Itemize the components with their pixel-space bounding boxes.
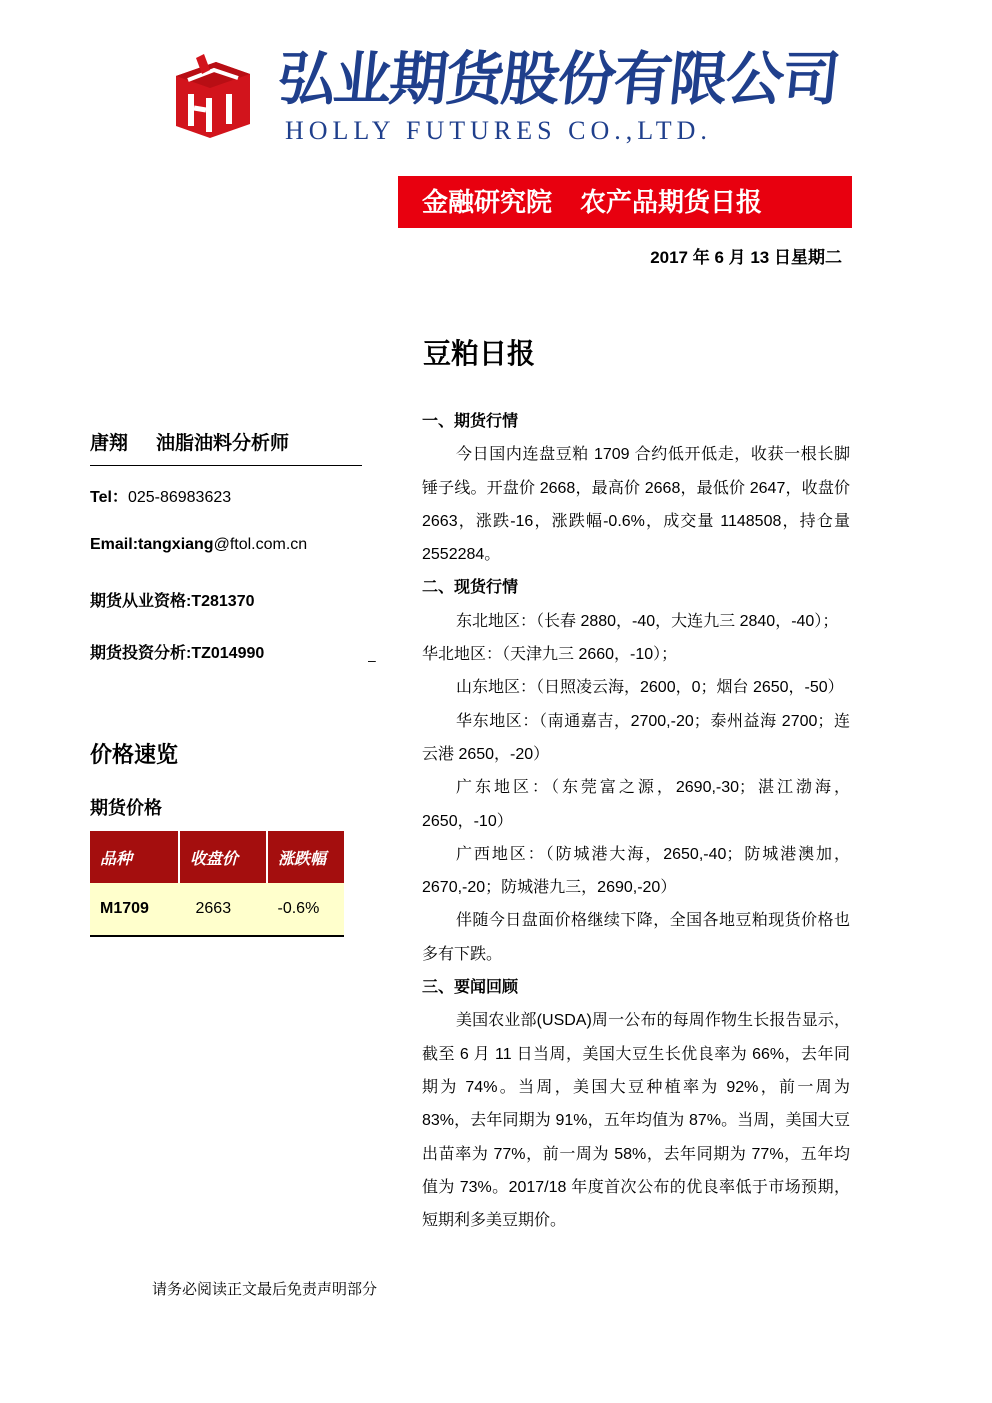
report-banner	[398, 176, 852, 228]
cell-close: 2663	[179, 883, 267, 936]
table-header-row	[90, 831, 344, 883]
report-body	[422, 405, 850, 1237]
col-variety: 品种	[90, 831, 179, 883]
spot-guangxi: 广西地区：（防城港大海，2650,-40；防城港澳加，2670,-20；防城港九三，2690,-20）	[422, 845, 850, 897]
disclaimer-note: 请务必阅读正文最后免责声明部分	[152, 1281, 378, 1298]
futures-paragraph: 今日国内连盘豆粕 1709 合约低开低走，收获一根长脚锤子线。开盘价 2668，最高价 2668，最低价 2647，收盘价 2663，涨跌-16，涨跌幅-0.6%，成交量 1148508，持仓量 2552284。	[422, 446, 850, 564]
analyst-advisory	[90, 640, 264, 663]
logo-cube-icon	[170, 52, 252, 140]
price-overview-title: 价格速览	[90, 742, 179, 767]
col-close: 收盘价	[179, 831, 267, 883]
spot-east: 华东地区：（南通嘉吉，2700,-20；泰州益海 2700；连云港 2650，-20）	[422, 712, 850, 763]
cell-change: -0.6%	[267, 883, 344, 936]
futures-price-subtitle: 期货价格	[90, 798, 162, 818]
futures-heading: 一、期货行情	[422, 413, 519, 430]
email-user: Email:tangxiang	[90, 536, 214, 553]
tel-label: Tel：	[90, 489, 128, 506]
col-change: 涨跌幅	[267, 831, 344, 883]
analyst-email[interactable]	[90, 536, 307, 554]
cell-variety: M1709	[90, 883, 179, 936]
report-date: 2017 年 6 月 13 日星期二	[650, 248, 842, 267]
analyst-header	[90, 428, 289, 455]
divider	[90, 465, 362, 466]
spot-guangdong: 广东地区：（东莞富之源，2690,-30；湛江渤海，2650，-10）	[422, 779, 850, 830]
qualification-text: 期货从业资格:T281370	[90, 593, 255, 610]
company-name-cn: 弘业期货股份有限公司	[274, 45, 842, 113]
analyst-name: 唐翔	[90, 433, 129, 454]
table-row	[90, 883, 344, 936]
spot-shandong: 山东地区：（日照凌云海，2600，0；烟台 2650，-50）	[456, 679, 844, 697]
news-heading: 三、要闻回顾	[422, 979, 519, 997]
analyst-qualification	[90, 588, 255, 611]
banner-report-type: 农产品期货日报	[580, 187, 763, 217]
report-title: 豆粕日报	[423, 338, 536, 369]
company-name-en: HOLLY FUTURES CO.,LTD.	[285, 116, 712, 145]
company-logo	[170, 52, 252, 140]
spot-northeast: 东北地区：（长春 2880，-40，大连九三 2840，-40）；	[456, 612, 839, 630]
email-domain: @ftol.com.cn	[213, 536, 308, 553]
spot-north: 华北地区：（天津九三 2660，-10）；	[422, 646, 678, 664]
price-table	[90, 831, 344, 937]
news-paragraph: 美国农业部(USDA)周一公布的每周作物生长报告显示，截至 6 月 11 日当周，美国大豆生长优良率为 66%，去年同期为 74%。当周，美国大豆种植率为 92%，前一周为 83%，去年同期为 91%，五年均值为 87%。当周，美国大豆出苗率为 77%，前一周为 58%，去年同期为 77%，五年均值为 73%。2017/18 年度首次公布的优良率低于市场预期，短期利多美豆期价。	[422, 1012, 850, 1230]
banner-institute: 金融研究院	[422, 187, 553, 217]
dash-mark: –	[368, 652, 376, 668]
tel-value: 025-86983623	[127, 489, 232, 506]
advisory-text: 期货投资分析:TZ014990	[90, 645, 265, 662]
analyst-role: 油脂油料分析师	[156, 433, 290, 454]
analyst-tel	[90, 484, 231, 507]
spot-heading: 二、现货行情	[422, 579, 519, 597]
spot-summary: 伴随今日盘面价格继续下降，全国各地豆粕现货价格也多有下跌。	[422, 912, 850, 963]
